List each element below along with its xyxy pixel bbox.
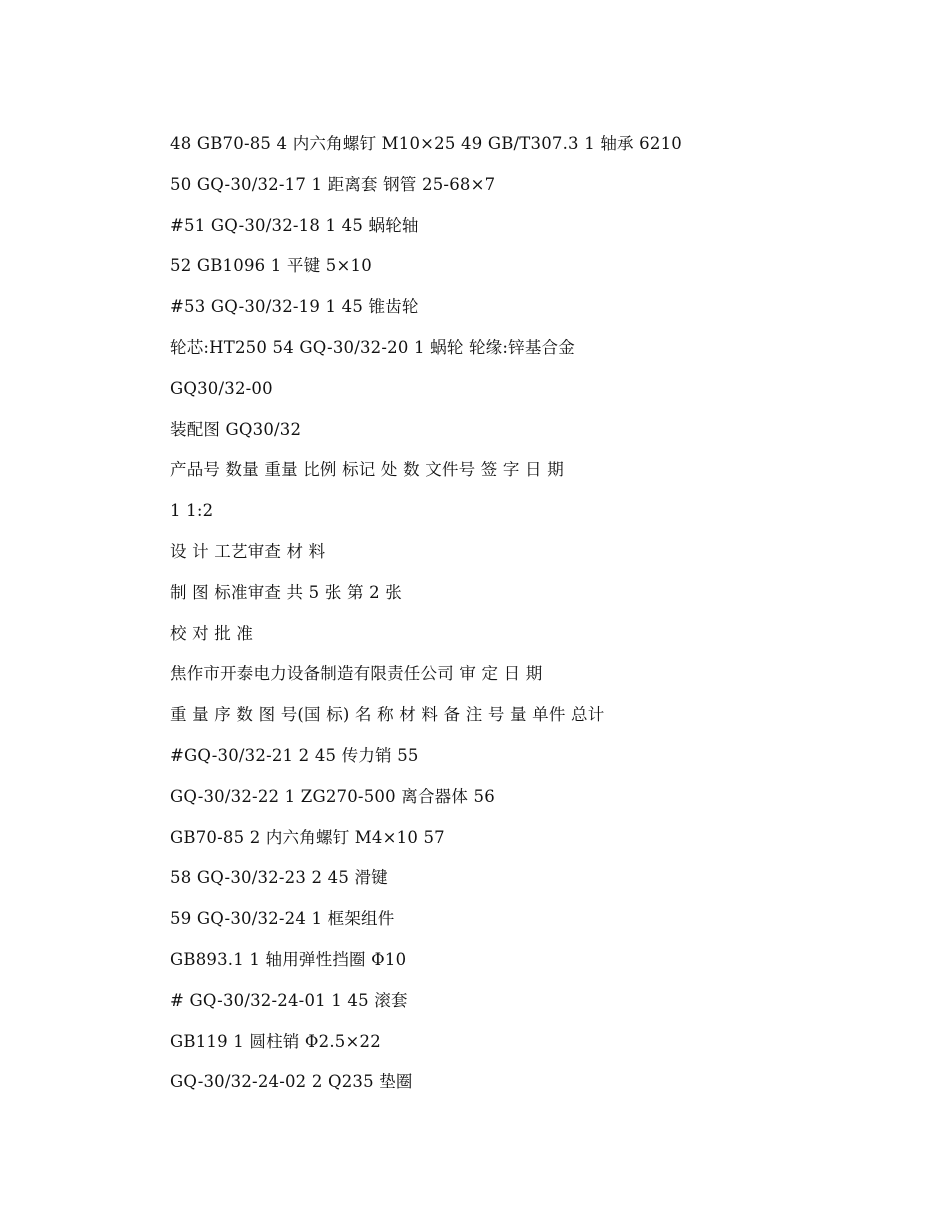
text-line: GB70-85 2 内六角螺钉 M4×10 57 — [170, 827, 445, 847]
text-line: #51 GQ-30/32-18 1 45 蜗轮轴 — [170, 215, 419, 235]
text-line: GB119 1 圆柱销 Φ2.5×22 — [170, 1031, 381, 1051]
text-line: GQ30/32-00 — [170, 378, 273, 398]
text-line: GB893.1 1 轴用弹性挡圈 Φ10 — [170, 949, 407, 969]
text-line: GQ-30/32-22 1 ZG270-500 离合器体 56 — [170, 786, 495, 806]
text-line: 产品号 数量 重量 比例 标记 处 数 文件号 签 字 日 期 — [170, 460, 564, 480]
text-line: 48 GB70-85 4 内六角螺钉 M10×25 49 GB/T307.3 1 轴承 6210 — [170, 134, 682, 153]
text-line: 59 GQ-30/32-24 1 框架组件 — [170, 909, 395, 929]
text-line: 校 对 批 准 — [170, 623, 254, 643]
text-line: 焦作市开泰电力设备制造有限责任公司 审 定 日 期 — [170, 664, 543, 684]
text-line: 轮芯:HT250 54 GQ-30/32-20 1 蜗轮 轮缘:锌基合金 — [170, 337, 575, 357]
text-line: # GQ-30/32-24-01 1 45 滚套 — [170, 990, 408, 1010]
text-line: 52 GB1096 1 平键 5×10 — [170, 256, 372, 276]
text-line: 重 量 序 数 图 号(国 标) 名 称 材 料 备 注 号 量 单件 总计 — [170, 705, 605, 725]
text-line: 设 计 工艺审查 材 料 — [170, 541, 326, 561]
text-line: GQ-30/32-24-02 2 Q235 垫圈 — [170, 1072, 413, 1092]
text-line: 装配图 GQ30/32 — [170, 419, 302, 439]
text-line: 50 GQ-30/32-17 1 距离套 钢管 25-68×7 — [170, 174, 496, 194]
text-line: 1 1:2 — [170, 501, 214, 521]
text-line: #GQ-30/32-21 2 45 传力销 55 — [170, 745, 419, 765]
text-line: 58 GQ-30/32-23 2 45 滑键 — [170, 868, 388, 888]
text-line: 制 图 标准审查 共 5 张 第 2 张 — [170, 582, 402, 602]
text-line: #53 GQ-30/32-19 1 45 锥齿轮 — [170, 297, 419, 317]
parts-list-text — [170, 131, 890, 1110]
